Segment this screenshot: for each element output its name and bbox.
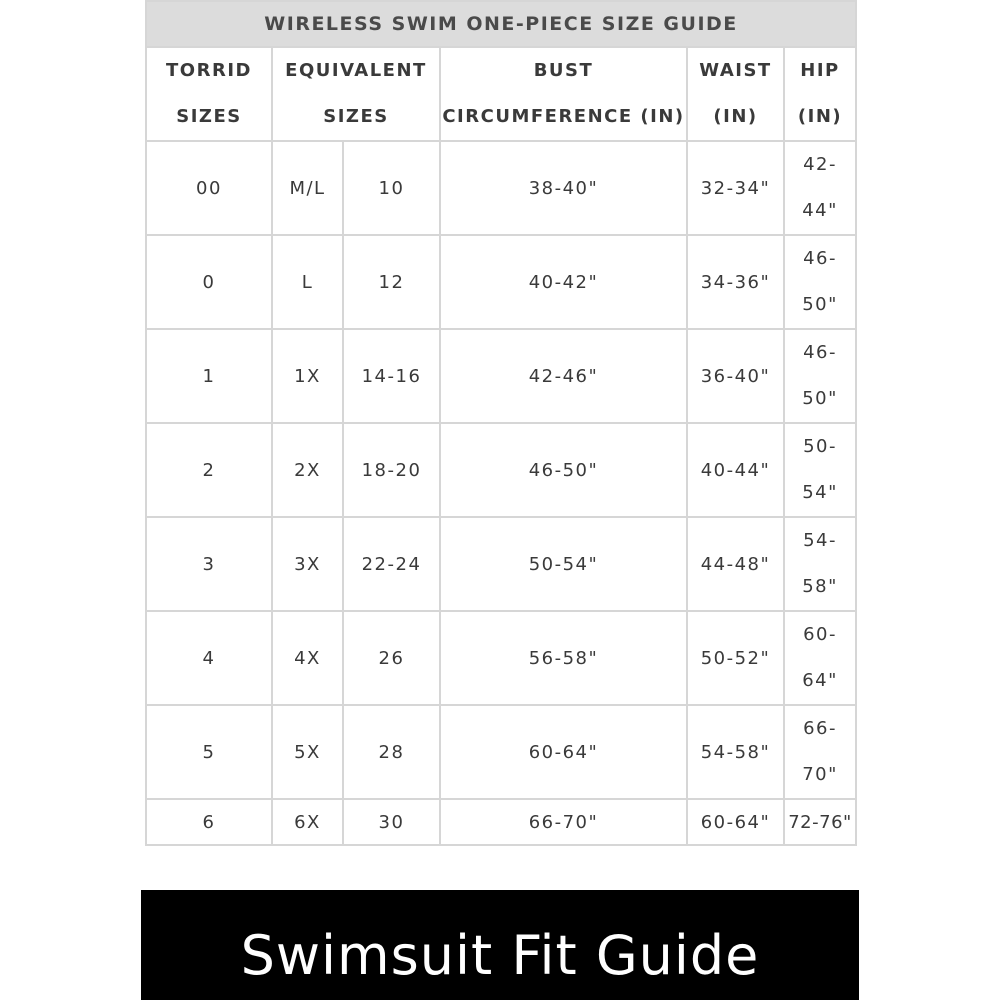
hip-value-line2: 50" bbox=[802, 388, 838, 409]
bust-cell: 38-40" bbox=[440, 141, 687, 235]
numeric-size-cell: 18-20 bbox=[343, 423, 440, 517]
header-hip bbox=[784, 47, 856, 141]
waist-cell: 54-58" bbox=[687, 705, 784, 799]
header-waist-line2: (IN) bbox=[713, 106, 758, 127]
header-bust-line2: CIRCUMFERENCE (IN) bbox=[442, 106, 685, 127]
header-equiv-line2: SIZES bbox=[323, 106, 389, 127]
table-row bbox=[146, 799, 856, 845]
torrid-size-cell: 00 bbox=[146, 141, 272, 235]
hip-cell bbox=[784, 611, 856, 705]
hip-cell bbox=[784, 329, 856, 423]
table-title: WIRELESS SWIM ONE-PIECE SIZE GUIDE bbox=[146, 1, 856, 47]
numeric-size-cell: 14-16 bbox=[343, 329, 440, 423]
letter-size-cell: L bbox=[272, 235, 343, 329]
table-row bbox=[146, 329, 856, 423]
waist-cell: 40-44" bbox=[687, 423, 784, 517]
torrid-size-cell: 6 bbox=[146, 799, 272, 845]
hip-value-line1: 60- bbox=[803, 624, 837, 645]
header-hip-line2: (IN) bbox=[797, 106, 843, 127]
table-title-row bbox=[146, 1, 856, 47]
table-row bbox=[146, 141, 856, 235]
torrid-size-cell: 2 bbox=[146, 423, 272, 517]
fit-guide-banner bbox=[141, 890, 859, 1000]
hip-cell bbox=[784, 141, 856, 235]
header-torrid-line2: SIZES bbox=[176, 106, 242, 127]
bust-cell: 42-46" bbox=[440, 329, 687, 423]
letter-size-cell: 4X bbox=[272, 611, 343, 705]
hip-cell bbox=[784, 423, 856, 517]
table-row bbox=[146, 423, 856, 517]
hip-value-line1: 50- bbox=[803, 436, 837, 457]
hip-cell bbox=[784, 705, 856, 799]
torrid-size-cell: 4 bbox=[146, 611, 272, 705]
table-row bbox=[146, 705, 856, 799]
hip-cell bbox=[784, 517, 856, 611]
size-guide-table bbox=[145, 0, 857, 846]
header-waist-line1: WAIST bbox=[699, 60, 772, 81]
hip-value-line1: 54- bbox=[803, 530, 837, 551]
numeric-size-cell: 26 bbox=[343, 611, 440, 705]
letter-size-cell: 3X bbox=[272, 517, 343, 611]
torrid-size-cell: 5 bbox=[146, 705, 272, 799]
waist-cell: 60-64" bbox=[687, 799, 784, 845]
letter-size-cell: 5X bbox=[272, 705, 343, 799]
header-torrid-line1: TORRID bbox=[166, 60, 252, 81]
table-row bbox=[146, 517, 856, 611]
hip-value-line2: 50" bbox=[802, 294, 838, 315]
bust-cell: 50-54" bbox=[440, 517, 687, 611]
letter-size-cell: 1X bbox=[272, 329, 343, 423]
header-waist bbox=[687, 47, 784, 141]
torrid-size-cell: 0 bbox=[146, 235, 272, 329]
numeric-size-cell: 10 bbox=[343, 141, 440, 235]
hip-value-line2: 70" bbox=[802, 764, 838, 785]
waist-cell: 50-52" bbox=[687, 611, 784, 705]
hip-cell bbox=[784, 235, 856, 329]
table-row bbox=[146, 611, 856, 705]
hip-cell: 72-76" bbox=[784, 799, 856, 845]
hip-value-line1: 46- bbox=[803, 248, 837, 269]
bust-cell: 40-42" bbox=[440, 235, 687, 329]
waist-cell: 44-48" bbox=[687, 517, 784, 611]
numeric-size-cell: 28 bbox=[343, 705, 440, 799]
bust-cell: 60-64" bbox=[440, 705, 687, 799]
hip-value-line2: 54" bbox=[802, 482, 838, 503]
bust-cell: 66-70" bbox=[440, 799, 687, 845]
hip-value-line1: 66- bbox=[803, 718, 837, 739]
header-hip-line1: HIP bbox=[800, 60, 840, 81]
header-equiv-line1: EQUIVALENT bbox=[285, 60, 427, 81]
letter-size-cell: M/L bbox=[272, 141, 343, 235]
header-equivalent-sizes bbox=[272, 47, 440, 141]
banner-title: Swimsuit Fit Guide bbox=[240, 923, 760, 987]
hip-value-line1: 42- bbox=[803, 154, 837, 175]
bust-cell: 56-58" bbox=[440, 611, 687, 705]
hip-value-line1: 46- bbox=[803, 342, 837, 363]
hip-value-line2: 64" bbox=[802, 670, 838, 691]
table-header-row bbox=[146, 47, 856, 141]
letter-size-cell: 2X bbox=[272, 423, 343, 517]
numeric-size-cell: 12 bbox=[343, 235, 440, 329]
header-bust bbox=[440, 47, 687, 141]
waist-cell: 36-40" bbox=[687, 329, 784, 423]
hip-value-line2: 58" bbox=[802, 576, 838, 597]
table-row bbox=[146, 235, 856, 329]
numeric-size-cell: 30 bbox=[343, 799, 440, 845]
torrid-size-cell: 3 bbox=[146, 517, 272, 611]
letter-size-cell: 6X bbox=[272, 799, 343, 845]
waist-cell: 32-34" bbox=[687, 141, 784, 235]
header-bust-line1: BUST bbox=[533, 60, 594, 81]
hip-value-line2: 44" bbox=[802, 200, 838, 221]
header-torrid-sizes bbox=[146, 47, 272, 141]
waist-cell: 34-36" bbox=[687, 235, 784, 329]
bust-cell: 46-50" bbox=[440, 423, 687, 517]
numeric-size-cell: 22-24 bbox=[343, 517, 440, 611]
torrid-size-cell: 1 bbox=[146, 329, 272, 423]
